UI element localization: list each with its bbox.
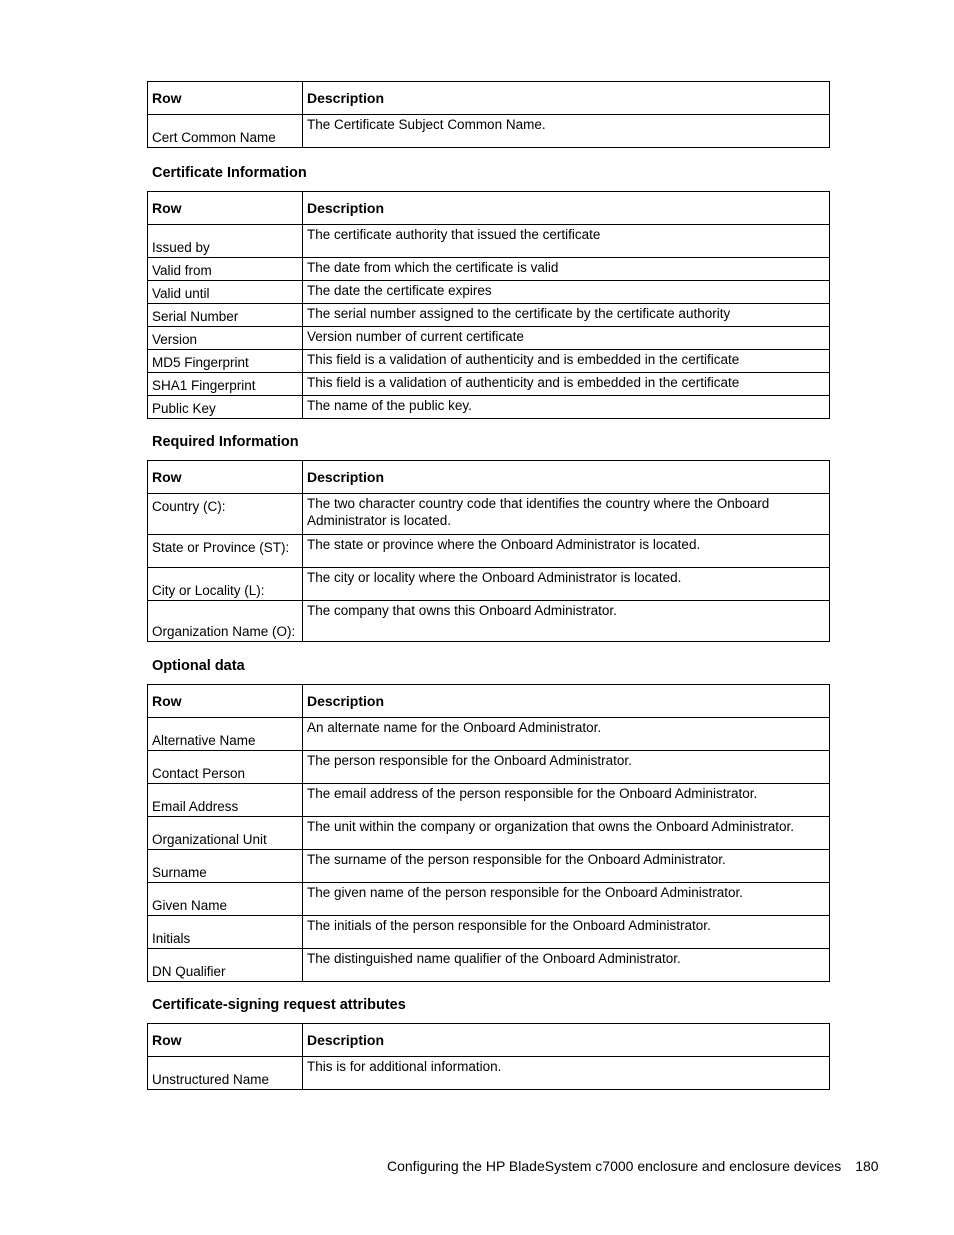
table-row xyxy=(148,949,830,982)
row-description: The date from which the certificate is valid xyxy=(303,258,830,281)
table-row xyxy=(148,751,830,784)
row-column-header: Row xyxy=(148,461,303,494)
section-heading-csr-attributes: Certificate-signing request attributes xyxy=(152,997,406,1013)
row-name: MD5 Fingerprint xyxy=(148,350,303,373)
table-row xyxy=(148,817,830,850)
row-description: The person responsible for the Onboard Administrator. xyxy=(303,751,830,784)
row-column-header: Row xyxy=(148,82,303,115)
row-name: Initials xyxy=(148,916,303,949)
row-description: This field is a validation of authenticity and is embedded in the certificate xyxy=(303,350,830,373)
row-column-header: Row xyxy=(148,192,303,225)
row-name: Organizational Unit xyxy=(148,817,303,850)
description-column-header: Description xyxy=(303,685,830,718)
table-row xyxy=(148,568,830,601)
row-name: DN Qualifier xyxy=(148,949,303,982)
table-row xyxy=(148,258,830,281)
description-column-header: Description xyxy=(303,461,830,494)
row-name: State or Province (ST): xyxy=(148,535,303,568)
row-description: The unit within the company or organization that owns the Onboard Administrator. xyxy=(303,817,830,850)
page-number: 180 xyxy=(855,1158,879,1174)
csr-attributes-table xyxy=(147,1023,830,1090)
table-row xyxy=(148,535,830,568)
section-heading-required-information: Required Information xyxy=(152,434,299,450)
row-name: Valid until xyxy=(148,281,303,304)
cert-common-name-table xyxy=(147,81,830,148)
description-column-header: Description xyxy=(303,192,830,225)
section-heading-optional-data: Optional data xyxy=(152,658,245,674)
row-name: Version xyxy=(148,327,303,350)
row-description: The date the certificate expires xyxy=(303,281,830,304)
table-header-row xyxy=(148,461,830,494)
table-row xyxy=(148,601,830,642)
table-row xyxy=(148,350,830,373)
row-name: SHA1 Fingerprint xyxy=(148,373,303,396)
row-description: The surname of the person responsible for the Onboard Administrator. xyxy=(303,850,830,883)
footer-text: Configuring the HP BladeSystem c7000 enclosure and enclosure devices xyxy=(387,1158,842,1174)
row-description: The city or locality where the Onboard Administrator is located. xyxy=(303,568,830,601)
table-row xyxy=(148,373,830,396)
row-name: Valid from xyxy=(148,258,303,281)
row-description: The two character country code that identifies the country where the Onboard Administrator is located. xyxy=(303,494,830,535)
row-description: The state or province where the Onboard Administrator is located. xyxy=(303,535,830,568)
row-description: The certificate authority that issued the certificate xyxy=(303,225,830,258)
row-name: Organization Name (O): xyxy=(148,601,303,642)
table-row xyxy=(148,225,830,258)
description-column-header: Description xyxy=(303,82,830,115)
certificate-information-table xyxy=(147,191,830,419)
table-row xyxy=(148,494,830,535)
table-row xyxy=(148,883,830,916)
row-description: This field is a validation of authenticity and is embedded in the certificate xyxy=(303,373,830,396)
row-description: An alternate name for the Onboard Administrator. xyxy=(303,718,830,751)
row-column-header: Row xyxy=(148,685,303,718)
table-header-row xyxy=(148,192,830,225)
row-description: The distinguished name qualifier of the Onboard Administrator. xyxy=(303,949,830,982)
row-name: Public Key xyxy=(148,396,303,419)
row-name: Country (C): xyxy=(148,494,303,535)
row-name: Email Address xyxy=(148,784,303,817)
table-row xyxy=(148,784,830,817)
row-name: Cert Common Name xyxy=(148,115,303,148)
row-name: Alternative Name xyxy=(148,718,303,751)
row-name: Surname xyxy=(148,850,303,883)
row-column-header: Row xyxy=(148,1024,303,1057)
row-description: The email address of the person responsible for the Onboard Administrator. xyxy=(303,784,830,817)
table-header-row xyxy=(148,685,830,718)
row-name: Serial Number xyxy=(148,304,303,327)
table-row xyxy=(148,396,830,419)
section-heading-certificate-information: Certificate Information xyxy=(152,165,307,181)
table-row xyxy=(148,304,830,327)
row-description: The name of the public key. xyxy=(303,396,830,419)
row-name: Unstructured Name xyxy=(148,1057,303,1090)
table-row xyxy=(148,281,830,304)
table-header-row xyxy=(148,1024,830,1057)
row-description: This is for additional information. xyxy=(303,1057,830,1090)
table-row xyxy=(148,115,830,148)
row-description: The company that owns this Onboard Administrator. xyxy=(303,601,830,642)
row-name: Given Name xyxy=(148,883,303,916)
table-row xyxy=(148,850,830,883)
table-row xyxy=(148,718,830,751)
required-information-table xyxy=(147,460,830,642)
row-name: City or Locality (L): xyxy=(148,568,303,601)
row-description: The given name of the person responsible for the Onboard Administrator. xyxy=(303,883,830,916)
table-row xyxy=(148,916,830,949)
page-footer xyxy=(387,1158,879,1174)
table-row xyxy=(148,1057,830,1090)
table-row xyxy=(148,327,830,350)
table-header-row xyxy=(148,82,830,115)
row-description: Version number of current certificate xyxy=(303,327,830,350)
description-column-header: Description xyxy=(303,1024,830,1057)
row-description: The serial number assigned to the certificate by the certificate authority xyxy=(303,304,830,327)
row-name: Issued by xyxy=(148,225,303,258)
row-description: The Certificate Subject Common Name. xyxy=(303,115,830,148)
optional-data-table xyxy=(147,684,830,982)
row-name: Contact Person xyxy=(148,751,303,784)
row-description: The initials of the person responsible for the Onboard Administrator. xyxy=(303,916,830,949)
